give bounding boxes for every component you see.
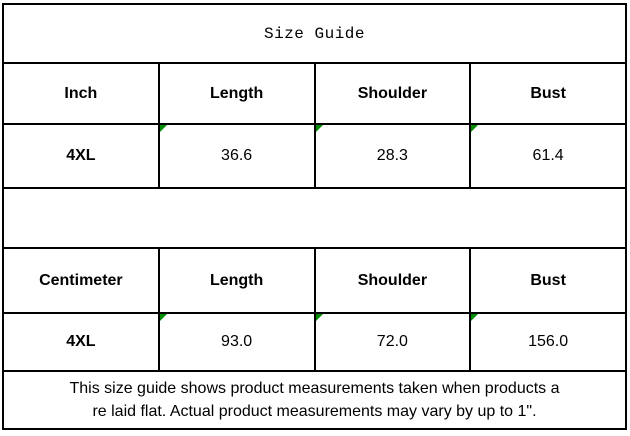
inch-bust-cell bbox=[470, 124, 626, 188]
disclaimer-line-1: This size guide shows product measurements taken when products a bbox=[69, 380, 560, 397]
inch-bust-value: 61.4 bbox=[532, 147, 564, 164]
inch-length-value: 36.6 bbox=[221, 147, 253, 164]
page-title: Size Guide bbox=[3, 4, 626, 63]
inch-data-row bbox=[3, 124, 626, 188]
cell-flag-icon bbox=[160, 125, 167, 132]
centimeter-length-value: 93.0 bbox=[221, 333, 253, 350]
centimeter-header-row bbox=[3, 248, 626, 313]
cell-flag-icon bbox=[316, 314, 323, 321]
disclaimer-line-2: re laid flat. Actual product measurements may vary by up to 1". bbox=[92, 403, 537, 420]
inch-header-row bbox=[3, 63, 626, 124]
centimeter-shoulder-cell bbox=[315, 313, 471, 371]
centimeter-bust-header: Bust bbox=[470, 248, 626, 313]
cell-flag-icon bbox=[471, 314, 478, 321]
inch-unit-header: Inch bbox=[3, 63, 159, 124]
centimeter-shoulder-value: 72.0 bbox=[376, 333, 408, 350]
centimeter-length-cell bbox=[159, 313, 315, 371]
inch-shoulder-cell bbox=[315, 124, 471, 188]
centimeter-length-header: Length bbox=[159, 248, 315, 313]
size-guide-table bbox=[2, 3, 627, 430]
cell-flag-icon bbox=[160, 314, 167, 321]
title-row bbox=[3, 4, 626, 63]
centimeter-unit-header: Centimeter bbox=[3, 248, 159, 313]
spacer-row bbox=[3, 188, 626, 248]
spacer-cell bbox=[3, 188, 626, 248]
inch-shoulder-value: 28.3 bbox=[376, 147, 408, 164]
inch-length-cell bbox=[159, 124, 315, 188]
cell-flag-icon bbox=[471, 125, 478, 132]
centimeter-data-row bbox=[3, 313, 626, 371]
inch-length-header: Length bbox=[159, 63, 315, 124]
inch-size-cell: 4XL bbox=[3, 124, 159, 188]
centimeter-size-cell: 4XL bbox=[3, 313, 159, 371]
inch-bust-header: Bust bbox=[470, 63, 626, 124]
cell-flag-icon bbox=[316, 125, 323, 132]
inch-shoulder-header: Shoulder bbox=[315, 63, 471, 124]
footer-row bbox=[3, 371, 626, 429]
centimeter-shoulder-header: Shoulder bbox=[315, 248, 471, 313]
centimeter-bust-cell bbox=[470, 313, 626, 371]
centimeter-bust-value: 156.0 bbox=[528, 333, 569, 350]
disclaimer-text bbox=[3, 371, 626, 429]
